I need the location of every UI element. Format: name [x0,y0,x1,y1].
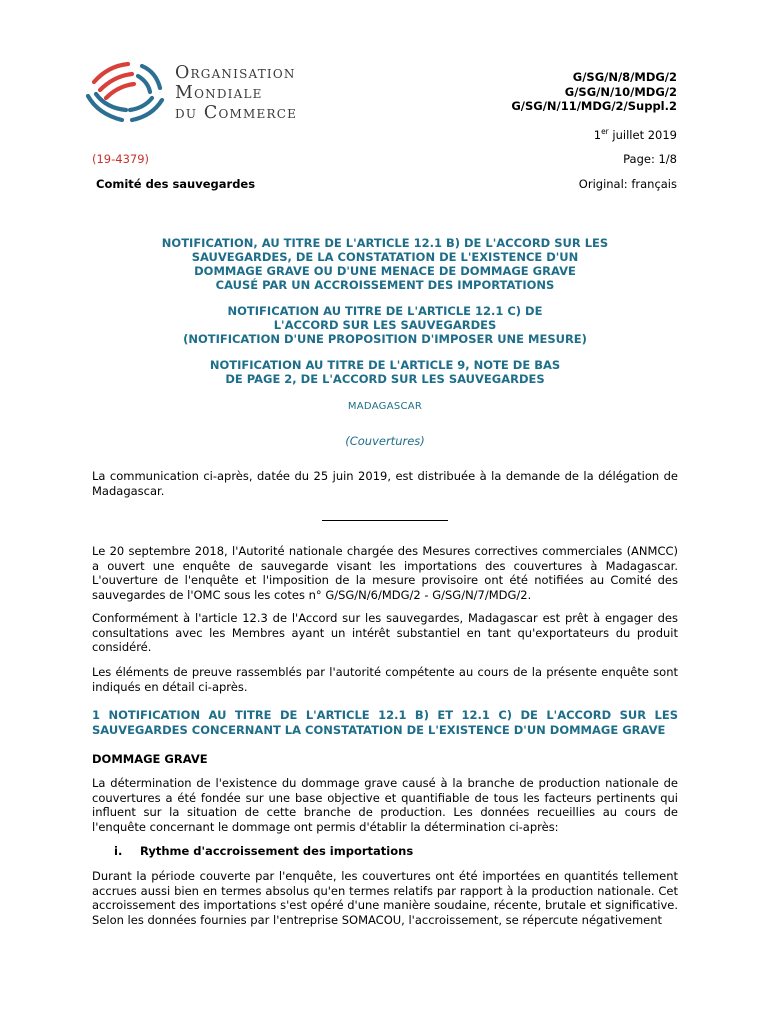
original-language: Original: français [578,177,677,191]
country-name: MADAGASCAR [347,401,423,412]
document-date [594,127,677,142]
list-heading [114,844,413,858]
document-symbol: G/SG/N/10/MDG/2 [564,84,677,99]
paragraph: La détermination de l'existence du dommage grave causé à la branche de production nationale de couvertures a été fondée sur une base objective et quantifiable de tous les facteurs pertinents qui influent sur la situation de cette branche de production. Les données recueillies au cours de l'enquête concernant le dommage ont permis d'établir la détermination ci-après: [92,776,678,834]
list-number: i. [114,844,123,858]
wto-logo-icon [84,58,168,128]
reference-number: (19-4379) [92,152,150,166]
notification-heading-3 [92,358,678,386]
document-symbol: G/SG/N/8/MDG/2 [572,70,677,84]
organization-line: Organisation [175,63,296,83]
product-subtitle: (Couvertures) [345,434,425,448]
intro-paragraph: La communication ci-après, datée du 25 juin 2019, est distribuée à la demande de la délégation de Madagascar. [92,469,678,498]
subheading: DOMMAGE GRAVE [92,752,208,766]
paragraph: Durant la période couverte par l'enquête, les couvertures ont été importées en quantités tellement accrues aussi bien en termes absolus qu'en termes relatifs par rapport à la production nationale. Cet accroissement des importations s'est opéré d'une manière soudaine, récente, brutale et significative. Selon les données fournies par l'entreprise SOMACOU, l'accroissement, se répercute négativement [92,869,678,927]
organization-line: Mondiale [175,83,263,103]
heading-line: NOTIFICATION, AU TITRE DE L'ARTICLE 12.1 B) DE L'ACCORD SUR LES [161,236,609,250]
committee-name: Comité des sauvegardes [96,177,256,191]
section-heading: 1 NOTIFICATION AU TITRE DE L'ARTICLE 12.1 B) ET 12.1 C) DE L'ACCORD SUR LES SAUVEGARDES CONCERNANT LA CONSTATATION DE L'EXISTENCE D'UN DOMMAGE GRAVE [92,708,678,737]
heading-line: NOTIFICATION AU TITRE DE L'ARTICLE 9, NOTE DE BAS [209,358,561,372]
notification-heading-1 [92,236,678,292]
list-title: Rythme d'accroissement des importations [140,844,414,858]
paragraph: Conformément à l'article 12.3 de l'Accord sur les sauvegardes, Madagascar est prêt à engager des consultations avec les Membres ayant un intérêt substantiel en tant qu'exportateurs du produit considéré. [92,611,678,654]
page-number: Page: 1/8 [623,152,677,166]
paragraph: Le 20 septembre 2018, l'Autorité nationale chargée des Mesures correctives commerciales (ANMCC) a ouvert une enquête de sauvegarde visant les importations des couvertures à Madagascar. L'ouverture de l'enquête et l'imposition de la mesure provisoire ont été notifiées au Comité des sauvegardes de l'OMC sous les cotes n° G/SG/N/6/MDG/2 - G/SG/N/7/MDG/2. [92,544,678,602]
heading-line: (NOTIFICATION D'UNE PROPOSITION D'IMPOSER UNE MESURE) [183,332,587,346]
heading-line: NOTIFICATION AU TITRE DE L'ARTICLE 12.1 C) DE [227,304,543,318]
organization-line: du Commerce [175,103,298,123]
organization-name [175,63,297,123]
date-superscript: er [601,127,609,136]
notification-heading-2 [92,304,678,346]
heading-line: L'ACCORD SUR LES SAUVEGARDES [273,318,497,332]
paragraph: Les éléments de preuve rassemblés par l'autorité compétente au cours de la présente enquête sont indiqués en détail ci-après. [92,665,678,694]
date-month-year: juillet 2019 [608,127,677,142]
document-symbols [511,70,677,114]
date-day: 1 [593,127,602,142]
heading-line: CAUSÉ PAR UN ACCROISSEMENT DES IMPORTATIONS [215,278,555,292]
heading-line: DOMMAGE GRAVE OU D'UNE MENACE DE DOMMAGE GRAVE [194,264,576,278]
heading-line: SAUVEGARDES, DE LA CONSTATATION DE L'EXISTENCE D'UN [191,250,579,264]
document-symbol: G/SG/N/11/MDG/2/Suppl.2 [511,99,677,113]
heading-line: DE PAGE 2, DE L'ACCORD SUR LES SAUVEGARDES [225,372,545,386]
divider [322,520,448,521]
